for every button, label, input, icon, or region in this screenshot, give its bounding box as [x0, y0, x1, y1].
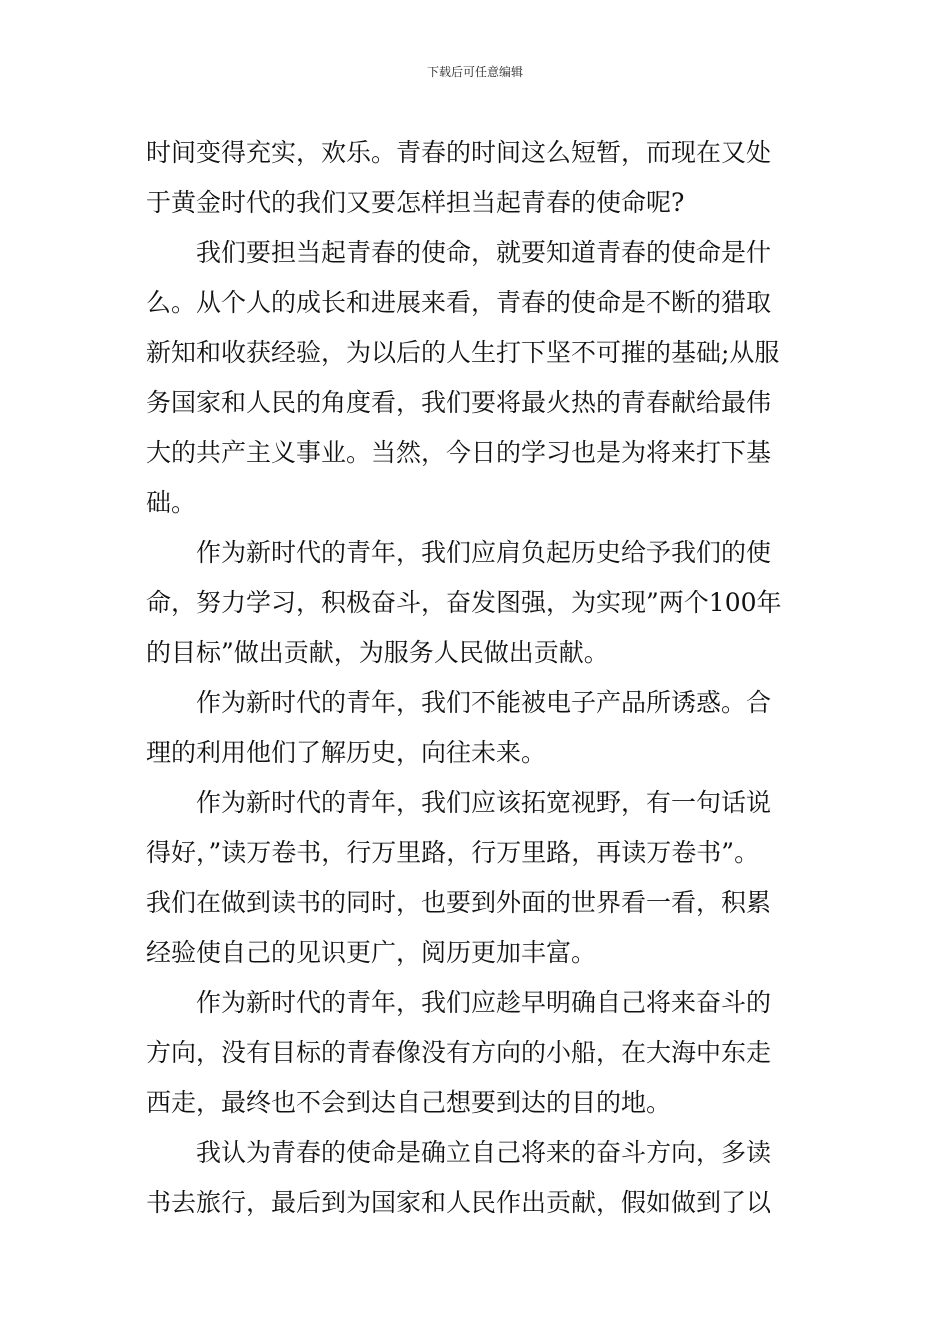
text-line: 我们在做到读书的同时，也要到外面的世界看一看，积累	[146, 888, 772, 917]
text-line: 经验使自己的见识更广，阅历更加丰富。	[146, 938, 597, 967]
text-line: 时间变得充实，欢乐。青春的时间这么短暂，而现在又处	[146, 138, 772, 167]
paragraph-mission-meaning	[146, 228, 816, 528]
text-line: 务国家和人民的角度看，我们要将最火热的青春献给最伟	[146, 388, 772, 417]
text-line: 我认为青春的使命是确立自己将来的奋斗方向，多读	[196, 1138, 772, 1167]
text-line: 命，努力学习，积极奋斗，奋发图强，为实现”两个100年	[146, 588, 782, 617]
text-line: 的目标”做出贡献，为服务人民做出贡献。	[146, 638, 609, 667]
text-line: 大的共产主义事业。当然，今日的学习也是为将来打下基	[146, 438, 772, 467]
text-line: 于黄金时代的我们又要怎样担当起青春的使命呢?	[146, 188, 685, 217]
text-line: 书去旅行，最后到为国家和人民作出贡献，假如做到了以	[146, 1188, 772, 1217]
text-line: 理的利用他们了解历史，向往未来。	[146, 738, 547, 767]
text-line: 么。从个人的成长和进展来看，青春的使命是不断的猎取	[146, 288, 772, 317]
paragraph-continuation	[146, 128, 816, 228]
paragraph-conclusion	[146, 1128, 816, 1228]
text-line: 作为新时代的青年，我们应该拓宽视野，有一句话说	[196, 788, 772, 817]
text-line: 础。	[146, 488, 197, 517]
text-line: 作为新时代的青年，我们应趁早明确自己将来奋斗的	[196, 988, 772, 1017]
text-line: 西走，最终也不会到达自己想要到达的目的地。	[146, 1088, 672, 1117]
text-line: 我们要担当起青春的使命，就要知道青春的使命是什	[196, 238, 772, 267]
text-line: 作为新时代的青年，我们应肩负起历史给予我们的使	[196, 538, 772, 567]
paragraph-electronics	[146, 678, 816, 778]
paragraph-history-duty	[146, 528, 816, 678]
paragraph-direction	[146, 978, 816, 1128]
text-line: 作为新时代的青年，我们不能被电子产品所诱惑。合	[196, 688, 772, 717]
text-line: 新知和收获经验，为以后的人生打下坚不可摧的基础;从服	[146, 338, 780, 367]
paragraph-broaden-horizons	[146, 778, 816, 978]
text-line: 方向，没有目标的青春像没有方向的小船，在大海中东走	[146, 1038, 772, 1067]
text-line: 得好，”读万卷书，行万里路，行万里路，再读万卷书”。	[146, 838, 760, 867]
document-body	[146, 128, 816, 1228]
page-header: 下载后可任意编辑	[426, 65, 523, 79]
